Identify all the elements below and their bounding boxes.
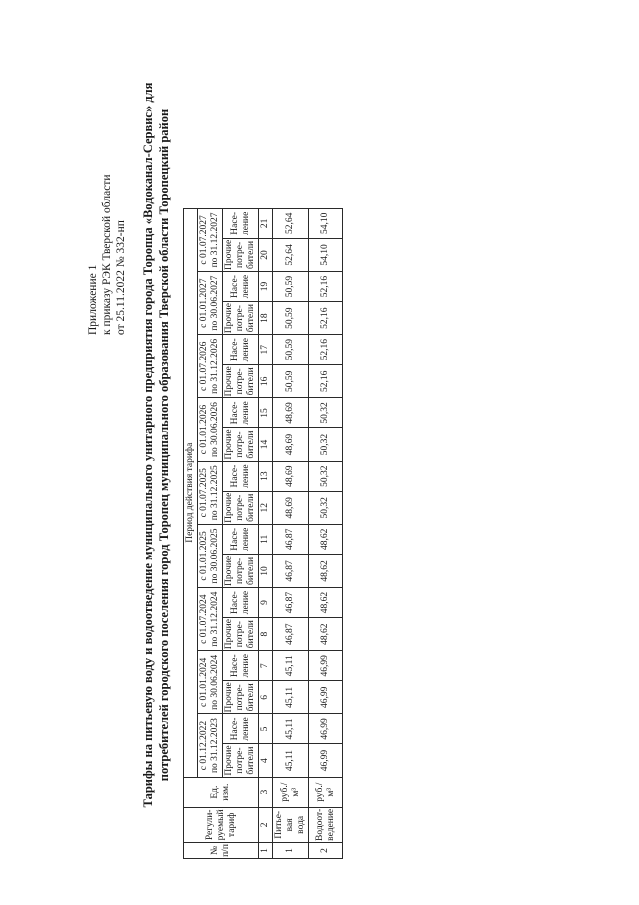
tariff-value: 48,69 [273, 398, 309, 428]
category-population: Насе- ление [223, 714, 259, 744]
column-index: 17 [259, 335, 273, 365]
tariff-value: 45,11 [273, 651, 309, 681]
column-index: 11 [259, 524, 273, 554]
row-tariff-name: Водоот- ведение [309, 807, 343, 842]
appendix-line-3: от 25.11.2022 № 332-нп [115, 220, 127, 335]
tariff-value: 48,62 [309, 618, 343, 651]
tariff-value: 52,64 [273, 238, 309, 271]
category-population: Насе- ление [223, 461, 259, 491]
tariff-value: 46,99 [309, 681, 343, 714]
header-row-index [259, 208, 273, 858]
header-tariff: Регули- руемый тариф [184, 807, 259, 842]
column-index: 12 [259, 491, 273, 524]
row-unit: руб./м³ [309, 777, 343, 807]
period-range-1: с 01.12.2022 по 31.12.2023 [198, 714, 223, 777]
header-period: Период действия тарифа [184, 208, 198, 777]
column-index: 21 [259, 208, 273, 238]
tariff-value: 54,10 [309, 238, 343, 271]
column-index: 8 [259, 618, 273, 651]
category-other: Прочие потре- бители [223, 238, 259, 271]
header-row-categories [223, 208, 259, 858]
column-index: 9 [259, 588, 273, 618]
header-unit: Ед. изм. [184, 777, 259, 807]
tariff-value: 52,64 [273, 208, 309, 238]
column-index: 16 [259, 365, 273, 398]
tariff-value: 48,62 [309, 524, 343, 554]
period-range-4: с 01.01.2025 по 30.06.2025 [198, 524, 223, 587]
tariff-value: 48,69 [273, 491, 309, 524]
tariff-value: 52,16 [309, 302, 343, 335]
category-population: Насе- ление [223, 272, 259, 302]
tariff-table [183, 208, 343, 859]
tariff-value: 48,69 [273, 428, 309, 461]
column-index: 3 [259, 777, 273, 807]
tariff-value: 45,11 [273, 744, 309, 777]
column-index: 13 [259, 461, 273, 491]
tariff-value: 46,99 [309, 744, 343, 777]
column-index: 7 [259, 651, 273, 681]
column-index: 20 [259, 238, 273, 271]
tariff-value: 45,11 [273, 714, 309, 744]
tariff-value: 52,16 [309, 335, 343, 365]
table-row [309, 208, 343, 858]
tariff-value: 50,32 [309, 491, 343, 524]
tariff-value: 46,87 [273, 554, 309, 587]
appendix-header [86, 75, 128, 335]
table-row [273, 208, 309, 858]
appendix-line-1: Приложение 1 [87, 264, 99, 335]
tariff-value: 48,62 [309, 554, 343, 587]
tariff-value: 50,59 [273, 365, 309, 398]
column-index: 18 [259, 302, 273, 335]
row-tariff-name: Питье- вая вода [273, 807, 309, 842]
period-range-3: с 01.07.2024 по 31.12.2024 [198, 588, 223, 651]
category-other: Прочие потре- бители [223, 681, 259, 714]
column-index: 15 [259, 398, 273, 428]
column-index: 19 [259, 272, 273, 302]
category-other: Прочие потре- бители [223, 744, 259, 777]
period-range-7: с 01.07.2026 по 31.12.2026 [198, 335, 223, 398]
tariff-value: 50,59 [273, 335, 309, 365]
tariff-value: 46,87 [273, 524, 309, 554]
tariff-value: 46,99 [309, 651, 343, 681]
category-other: Прочие потре- бители [223, 365, 259, 398]
category-other: Прочие потре- бители [223, 618, 259, 651]
column-index: 14 [259, 428, 273, 461]
column-index: 6 [259, 681, 273, 714]
period-range-5: с 01.07.2025 по 31.12.2025 [198, 461, 223, 524]
period-range-6: с 01.01.2026 по 30.06.2026 [198, 398, 223, 461]
tariff-value: 48,62 [309, 588, 343, 618]
header-row-period [184, 208, 198, 858]
category-population: Насе- ление [223, 335, 259, 365]
document-title [140, 45, 172, 845]
tariff-value: 46,99 [309, 714, 343, 744]
category-population: Насе- ление [223, 524, 259, 554]
period-range-8: с 01.01.2027 по 30.06.2027 [198, 272, 223, 335]
tariff-value: 50,32 [309, 398, 343, 428]
tariff-table-body [184, 208, 343, 858]
category-population: Насе- ление [223, 651, 259, 681]
category-other: Прочие потре- бители [223, 491, 259, 524]
tariff-value: 48,69 [273, 461, 309, 491]
period-range-2: с 01.01.2024 по 30.06.2024 [198, 651, 223, 714]
tariff-value: 52,16 [309, 272, 343, 302]
row-number: 2 [309, 843, 343, 859]
category-other: Прочие потре- бители [223, 428, 259, 461]
header-row-ranges [198, 208, 223, 858]
column-index: 2 [259, 807, 273, 842]
period-range-9: с 01.07.2027 по 31.12.2027 [198, 208, 223, 271]
column-index: 1 [259, 843, 273, 859]
appendix-line-2: к приказу РЭК Тверской области [101, 174, 113, 335]
tariff-value: 46,87 [273, 618, 309, 651]
category-other: Прочие потре- бители [223, 554, 259, 587]
header-number: № п/п [184, 843, 259, 859]
category-other: Прочие потре- бители [223, 302, 259, 335]
category-population: Насе- ление [223, 398, 259, 428]
tariff-value: 50,32 [309, 428, 343, 461]
tariff-value: 52,16 [309, 365, 343, 398]
tariff-value: 46,87 [273, 588, 309, 618]
category-population: Насе- ление [223, 208, 259, 238]
tariff-value: 50,59 [273, 302, 309, 335]
category-population: Насе- ление [223, 588, 259, 618]
tariff-value: 54,10 [309, 208, 343, 238]
column-index: 4 [259, 744, 273, 777]
title-line-2: потребителей городского поселения город Торопец муниципального образования Тверской области Торопецкий район [157, 108, 171, 782]
tariff-value: 45,11 [273, 681, 309, 714]
row-unit: руб./м³ [273, 777, 309, 807]
column-index: 10 [259, 554, 273, 587]
tariff-value: 50,59 [273, 272, 309, 302]
title-line-1: Тарифы на питьевую воду и водоотведение муниципального унитарного предприятия города Торопца «Водоканал-Сервис» для [141, 82, 155, 808]
tariff-value: 50,32 [309, 461, 343, 491]
column-index: 5 [259, 714, 273, 744]
row-number: 1 [273, 843, 309, 859]
